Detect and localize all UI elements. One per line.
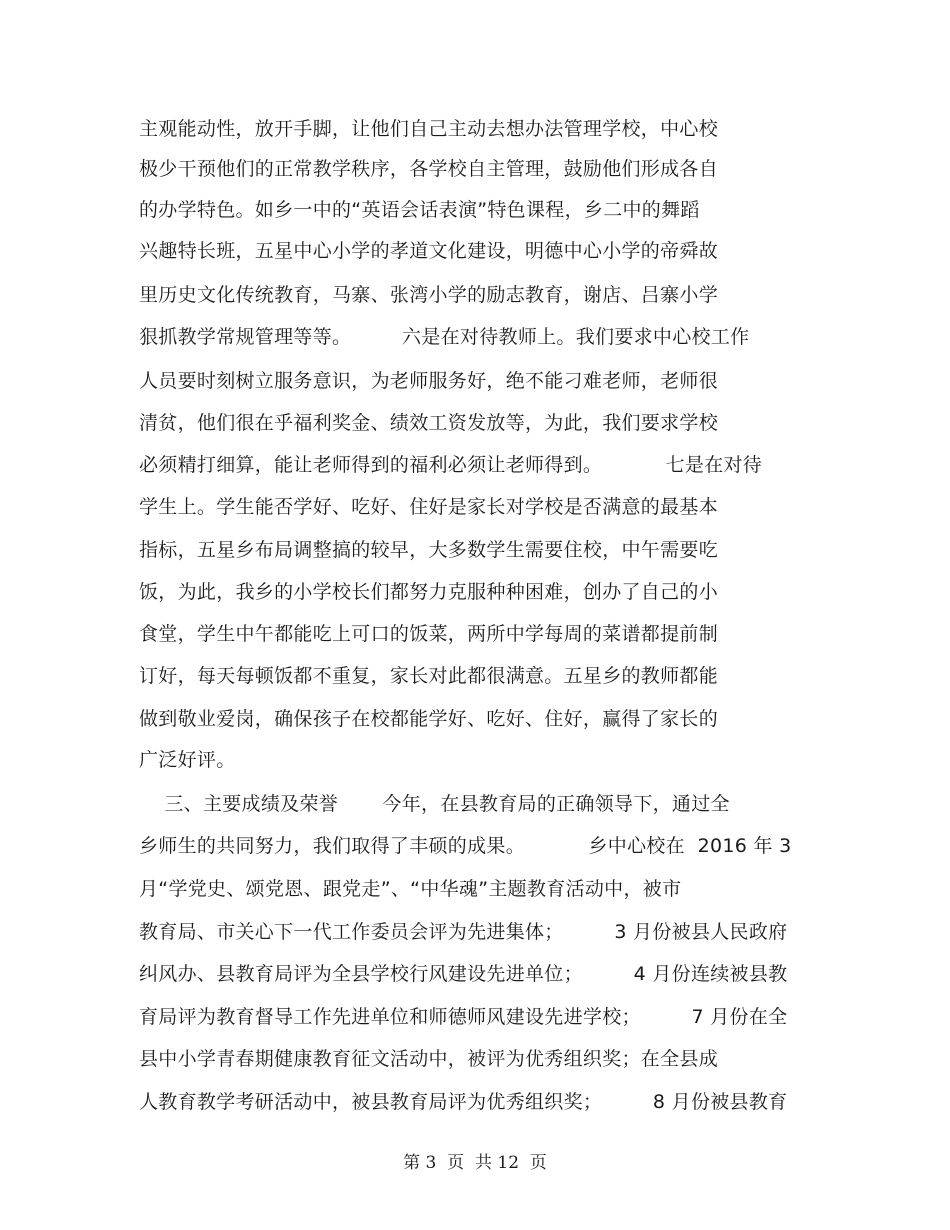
text-line: 教育局、市关心下一代工作委员会评为先进集体； 3 月份被县人民政府 xyxy=(139,921,788,943)
text-line: 育局评为教育督导工作先进单位和师德师风建设先进学校； 7 月份在全 xyxy=(139,1006,788,1028)
text-line: 清贫，他们很在乎福利奖金、绩效工资发放等，为此，我们要求学校 xyxy=(139,412,719,434)
text-line: 指标，五星乡布局调整搞的较早，大多数学生需要住校，中午需要吃 xyxy=(139,539,719,561)
page-number-footer: 第 3 页 共 12 页 xyxy=(403,1153,547,1173)
text-line: 里历史文化传统教育，马寨、张湾小学的励志教育，谢店、吕寨小学 xyxy=(139,284,719,306)
text-line: 月“学党史、颂党恩、跟党走”、“中华魂”主题教育活动中，被市 xyxy=(139,878,682,900)
text-line: 做到敬业爱岗，确保孩子在校都能学好、吃好、住好，赢得了家长的 xyxy=(139,708,719,730)
text-line: 人员要时刻树立服务意识，为老师服务好，绝不能刁难老师，老师很 xyxy=(139,370,719,392)
text-line: 乡师生的共同努力，我们取得了丰硕的成果。 乡中心校在 2016 年 3 xyxy=(139,835,792,857)
text-line: 兴趣特长班，五星中心小学的孝道文化建设，明德中心小学的帝舜故 xyxy=(139,240,719,262)
text-line: 县中小学青春期健康教育征文活动中，被评为优秀组织奖；在全县成 xyxy=(139,1048,719,1070)
text-line: 的办学特色。如乡一中的“英语会话表演”特色课程，乡二中的舞蹈 xyxy=(139,199,700,221)
text-line: 必须精打细算，能让老师得到的福利必须让老师得到。 七是在对待 xyxy=(139,454,763,476)
text-line: 订好，每天每顿饭都不重复，家长对此都很满意。五星乡的教师都能 xyxy=(139,665,719,687)
text-line: 食堂，学生中午都能吃上可口的饭菜，两所中学每周的菜谱都提前制 xyxy=(139,623,719,645)
text-line: 人教育教学考研活动中，被县教育局评为优秀组织奖； 8 月份被县教育 xyxy=(139,1091,788,1113)
text-line: 纠风办、县教育局评为全县学校行风建设先进单位； 4 月份连续被县教 xyxy=(139,963,788,985)
text-line: 极少干预他们的正常教学秩序，各学校自主管理，鼓励他们形成各自 xyxy=(139,158,719,180)
text-line: 饭，为此，我乡的小学校长们都努力克服种种困难，创办了自己的小 xyxy=(139,581,719,603)
text-line: 广泛好评。 xyxy=(139,749,236,771)
text-line: 主观能动性，放开手脚，让他们自己主动去想办法管理学校，中心校 xyxy=(139,118,719,140)
text-line: 学生上。学生能否学好、吃好、住好是家长对学校是否满意的最基本 xyxy=(139,496,719,518)
text-line: 狠抓教学常规管理等等。 六是在对待教师上。我们要求中心校工作 xyxy=(139,326,750,348)
section-heading-line: 三、主要成绩及荣誉 今年，在县教育局的正确领导下，通过全 xyxy=(139,793,730,815)
